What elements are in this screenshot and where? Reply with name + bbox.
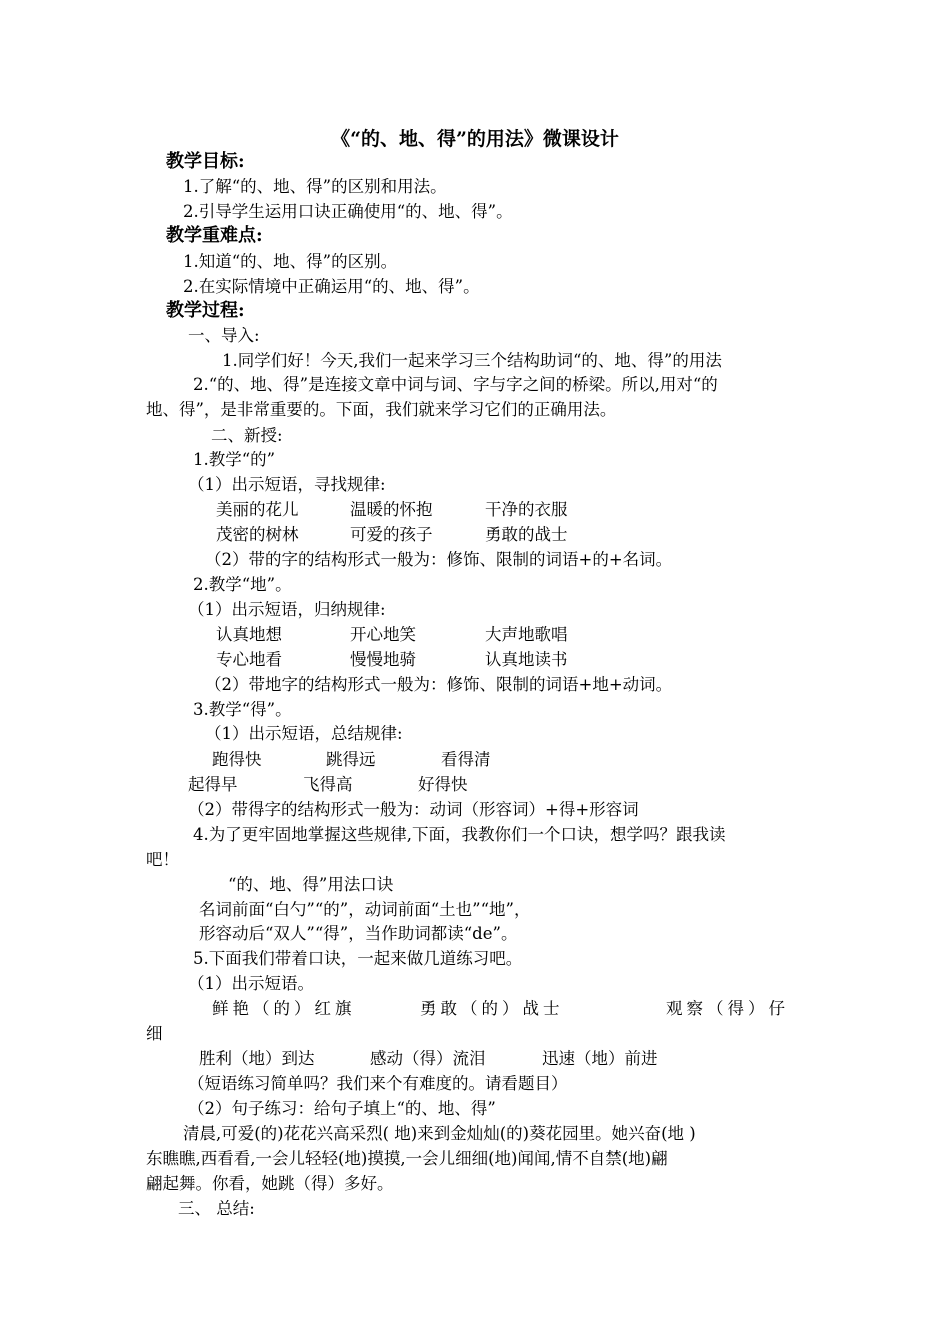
de-phrase-5: 可爱的孩子 (350, 525, 433, 544)
intro-paragraph-2-line-2: 地、得”，是非常重要的。下面，我们就来学习它们的正确用法。 (146, 400, 617, 419)
exercise-2-heading: （2）句子练习：给句子填上“的、地、得” (188, 1099, 496, 1118)
dei-title: 3.教学“得”。 (193, 700, 292, 719)
paragraph-5: 5.下面我们带着口诀，一起来做几道练习吧。 (193, 949, 523, 968)
goal-1: 1.了解“的、地、得”的区别和用法。 (183, 177, 447, 196)
rhyme-title: “的、地、得”用法口诀 (228, 875, 394, 894)
keypoint-2: 2.在实际情境中正确运用“的、地、得”。 (183, 277, 480, 296)
dei-phrase-1: 跑得快 (212, 750, 262, 769)
paragraph-4-line-2: 吧！ (146, 850, 179, 869)
process-heading: 教学过程: (166, 300, 245, 321)
de-title: 1.教学“的” (193, 450, 276, 469)
di-title: 2.教学“地”。 (193, 575, 292, 594)
exercise-phrase-6: 迅速（地）前进 (542, 1049, 658, 1068)
dei-step-1: （1）出示短语，总结规律: (205, 724, 403, 743)
goals-heading: 教学目标: (166, 151, 245, 172)
section-new-heading: 二、新授: (211, 426, 283, 445)
di-phrase-3: 大声地歌唱 (485, 625, 568, 644)
di-step-1: （1）出示短语，归纳规律: (188, 600, 386, 619)
exercise-phrase-2: 勇敢（的）战士 (420, 999, 564, 1018)
keypoints-heading: 教学重难点: (166, 225, 263, 246)
intro-paragraph-2-line-1: 2.“的、地、得”是连接文章中词与词、字与字之间的桥梁。所以,用对“的 (193, 375, 718, 394)
de-phrase-3: 干净的衣服 (485, 500, 568, 519)
de-phrase-6: 勇敢的战士 (485, 525, 568, 544)
di-phrase-5: 慢慢地骑 (350, 650, 416, 669)
rhyme-line-1: 名词前面“白勺”“的”，动词前面“土也”“地”， (199, 900, 531, 919)
exercise-1-heading: （1）出示短语。 (188, 974, 314, 993)
de-step-2: （2）带的字的结构形式一般为：修饰、限制的词语+的+名词。 (205, 550, 673, 569)
intro-paragraph-1: 1.同学们好！今天,我们一起来学习三个结构助词“的、地、得”的用法 (222, 351, 722, 370)
dei-phrase-4: 起得早 (188, 775, 238, 794)
paragraph-4-line-1: 4.为了更牢固地掌握这些规律,下面，我教你们一个口诀，想学吗？跟我读 (193, 825, 726, 844)
dei-phrase-5: 飞得高 (303, 775, 353, 794)
story-line-2: 东瞧瞧,西看看,一会儿轻轻(地)摸摸,一会儿细细(地)闻闻,情不自禁(地)翩 (146, 1149, 668, 1168)
section-intro-heading: 一、导入: (188, 326, 260, 345)
story-line-3: 翩起舞。你看，她跳（得）多好。 (146, 1174, 394, 1193)
di-step-2: （2）带地字的结构形式一般为：修饰、限制的词语+地+动词。 (205, 675, 673, 694)
de-step-1: （1）出示短语，寻找规律: (188, 475, 386, 494)
exercise-phrase-4: 胜利（地）到达 (199, 1049, 315, 1068)
exercise-note: （短语练习简单吗？我们来个有难度的。请看题目） (188, 1074, 568, 1093)
de-phrase-1: 美丽的花儿 (216, 500, 299, 519)
dei-step-2: （2）带得字的结构形式一般为：动词（形容词）+得+形容词 (188, 800, 639, 819)
di-phrase-2: 开心地笑 (350, 625, 416, 644)
keypoint-1: 1.知道“的、地、得”的区别。 (183, 252, 398, 271)
di-phrase-4: 专心地看 (216, 650, 282, 669)
story-line-1: 清晨,可爱(的)花花兴高采烈( 地)来到金灿灿(的)葵花园里。她兴奋(地 ) (183, 1124, 696, 1143)
rhyme-line-2: 形容动后“双人”“得”，当作助词都读“de”。 (199, 924, 518, 943)
document-title: 《“的、地、得”的用法》微课设计 (331, 128, 619, 150)
de-phrase-2: 温暖的怀抱 (350, 500, 433, 519)
exercise-phrase-3-tail: 细 (146, 1024, 163, 1043)
di-phrase-1: 认真地想 (216, 625, 282, 644)
exercise-phrase-1: 鲜艳（的）红旗 (212, 999, 356, 1018)
section-summary-heading: 三、 总结: (178, 1199, 255, 1218)
exercise-phrase-3: 观察（得）仔 (666, 999, 789, 1018)
di-phrase-6: 认真地读书 (485, 650, 568, 669)
dei-phrase-2: 跳得远 (326, 750, 376, 769)
dei-phrase-3: 看得清 (441, 750, 491, 769)
exercise-phrase-5: 感动（得）流泪 (370, 1049, 486, 1068)
dei-phrase-6: 好得快 (418, 775, 468, 794)
de-phrase-4: 茂密的树林 (216, 525, 299, 544)
goal-2: 2.引导学生运用口诀正确使用“的、地、得”。 (183, 202, 513, 221)
